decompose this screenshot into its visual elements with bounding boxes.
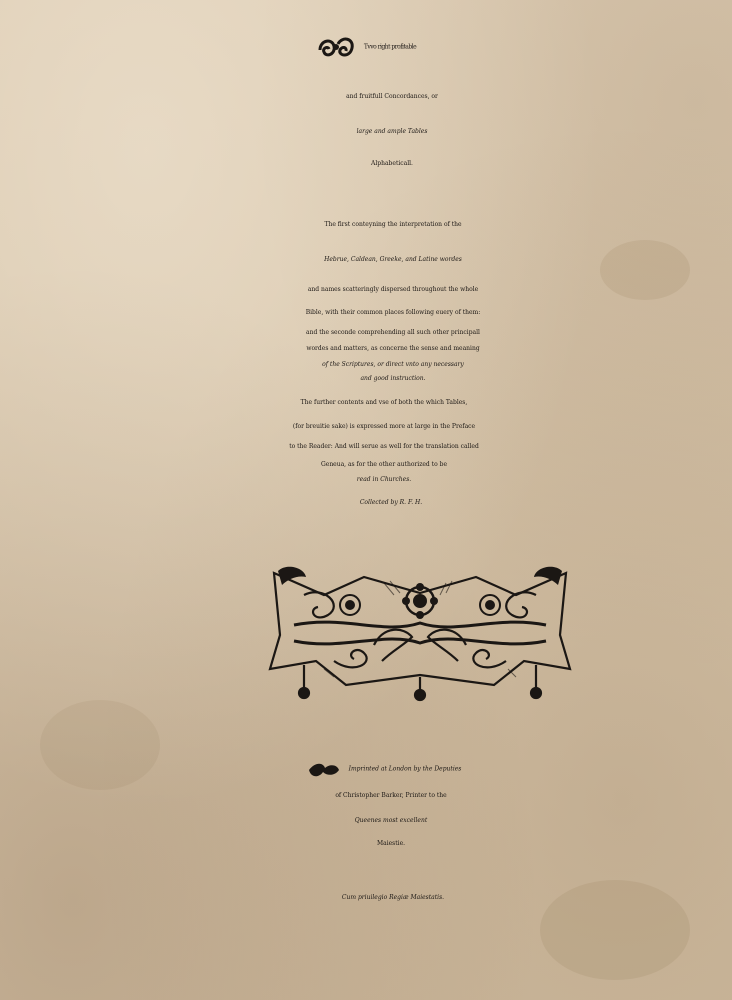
title-line-4: Alphabeticall. [371, 160, 413, 167]
fleuron-icon [316, 32, 356, 62]
description-line-6: wordes and matters, as concerne the sense and meaning [306, 345, 480, 352]
contents-line-2: (for breuitie sake) is expressed more at large in the Preface [292, 423, 476, 430]
description-line-1: The first conteyning the interpretation of the [324, 221, 462, 228]
description-line-5: and the seconde comprehending all such other principall [306, 329, 480, 336]
title-line-3: large and ample Tables [356, 128, 428, 135]
contents-line-4: Geneua, as for the other authorized to be [320, 461, 448, 468]
imprint-text: Imprinted at London by the Deputies [348, 765, 462, 773]
imprint-line-2: of Christopher Barker, Printer to the [335, 792, 447, 799]
description-line-3: and names scatteringly dispersed throughout the whole [307, 286, 479, 293]
imprint-line-4: Maiestie. [376, 840, 406, 847]
contents-line-5: read in Churches. [356, 476, 412, 483]
title-line-1 [0, 32, 732, 62]
description-line-4: Bible, with their common places following euery of them: [305, 309, 481, 316]
printers-ornament-icon [264, 565, 576, 703]
imprint-line-1 [36, 758, 732, 780]
collected-by: Collected by R. F. H. [359, 499, 423, 506]
title-line-2: and fruitfull Concordances, or [346, 93, 438, 100]
contents-line-1: The further contents and vse of both the which Tables, [300, 399, 468, 406]
description-line-8: and good instruction. [360, 375, 426, 382]
title-text: Tvvo right profitable [363, 43, 417, 51]
description-line-7: of the Scriptures, or direct vnto any necessary [322, 361, 464, 368]
contents-line-3: to the Reader: And will serue as well for the translation called [289, 443, 479, 450]
imprint-line-3: Queenes most excellent [354, 817, 428, 824]
hand-pointer-icon [307, 758, 341, 780]
privilege-line: Cum priuilegio Regiæ Maiestatis. [341, 894, 445, 901]
description-line-2: Hebrue, Caldean, Greeke, and Latine wordes [324, 256, 462, 263]
